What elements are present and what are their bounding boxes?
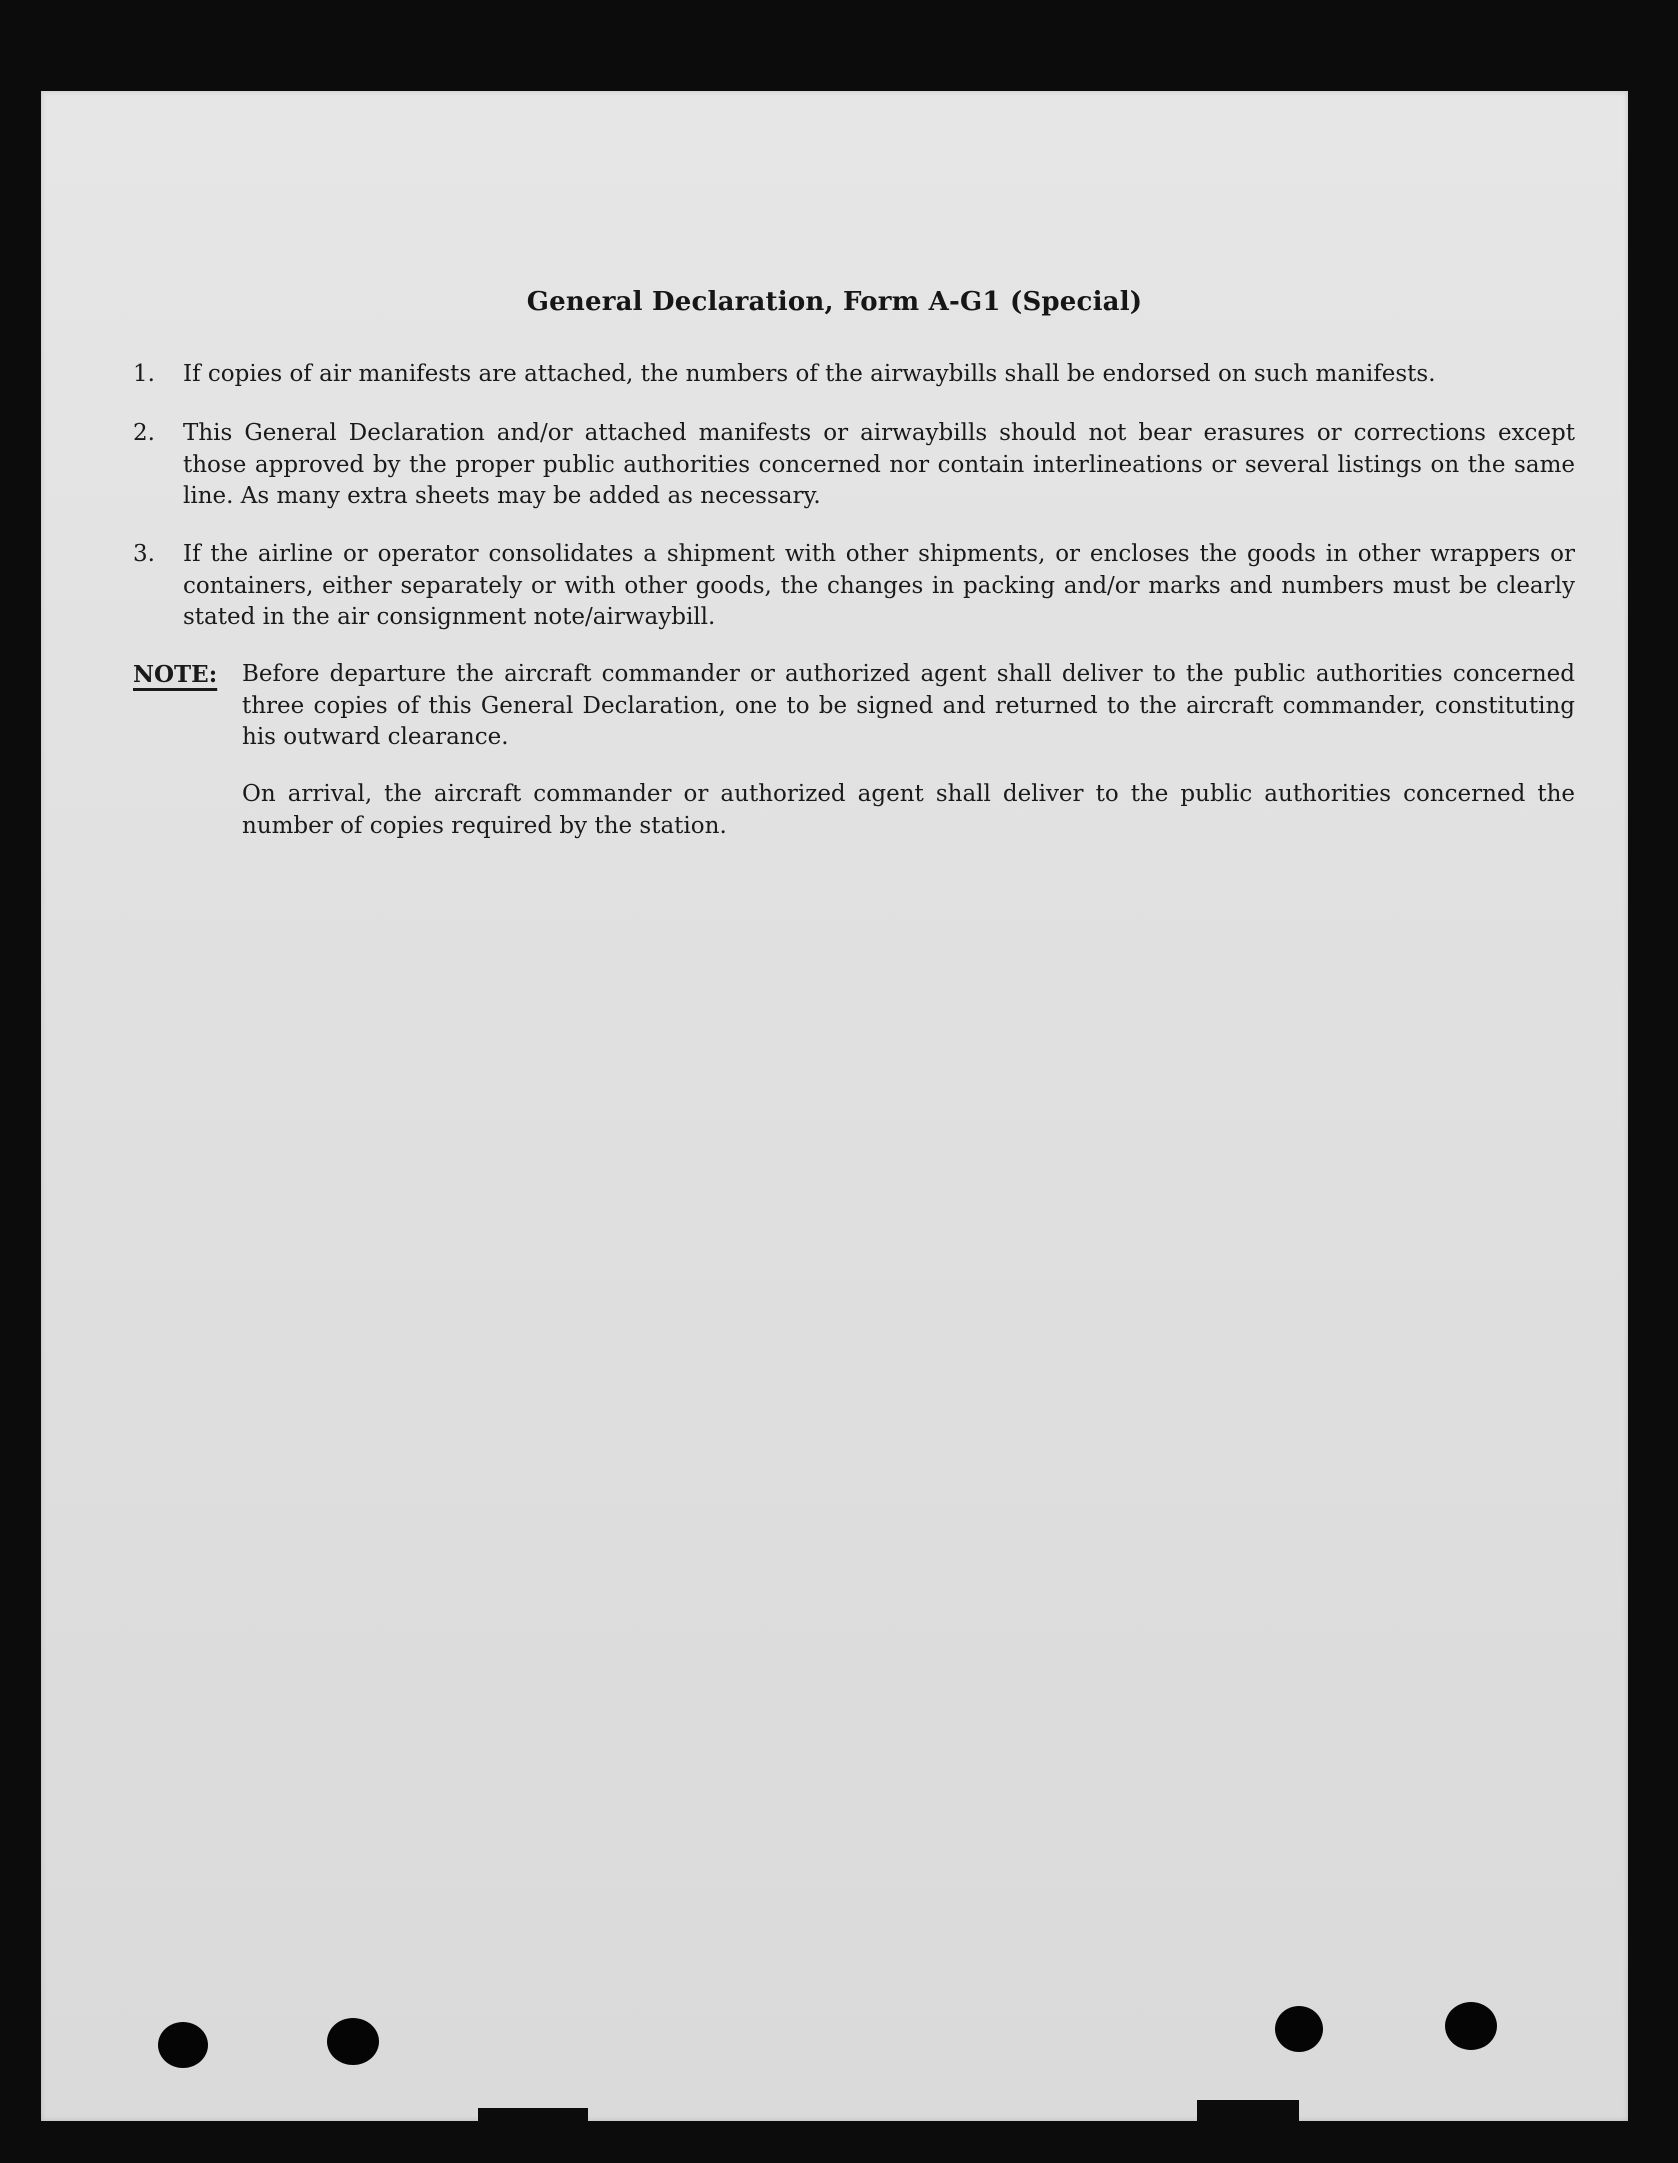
item-number: 2. [133, 420, 155, 446]
note-paragraph-2: On arrival, the aircraft commander or authorized agent shall deliver to the public authorities concerned the number of copies required by the station. [242, 781, 1575, 839]
punch-hole [158, 2022, 208, 2068]
torn-edge [478, 2108, 588, 2124]
document-title: General Declaration, Form A-G1 (Special) [526, 287, 1143, 317]
note-block [133, 659, 1575, 754]
list-item-2 [133, 418, 1575, 513]
item-number: 3. [133, 541, 155, 567]
item-text: If the airline or operator consolidates a shipment with other shipments, or encloses the goods in other wrappers or containers, either separately or with other goods, the changes in packing and/or marks and numbers must be clearly stated in the air consignment note/airwaybill. [183, 541, 1575, 630]
list-item-3 [133, 539, 1575, 634]
note-label: NOTE: [133, 661, 218, 688]
note-paragraph: Before departure the aircraft commander or authorized agent shall deliver to the public authorities concerned three copies of this General Declaration, one to be signed and returned to the aircraft commander, constituting his outward clearance. [242, 661, 1575, 750]
paper-sheet [41, 91, 1628, 2121]
torn-edge [1197, 2100, 1299, 2124]
punch-hole [1275, 2006, 1323, 2052]
list-item-1 [133, 359, 1575, 391]
item-number: 1. [133, 361, 155, 387]
punch-hole [327, 2018, 379, 2065]
item-text: This General Declaration and/or attached manifests or airwaybills should not bear erasures or corrections except those approved by the proper public authorities concerned nor contain interlineations or several listings on the same line. As many extra sheets may be added as necessary. [183, 420, 1575, 509]
punch-hole [1445, 2002, 1497, 2050]
item-text: If copies of air manifests are attached, the numbers of the airwaybills shall be endorsed on such manifests. [183, 361, 1436, 387]
